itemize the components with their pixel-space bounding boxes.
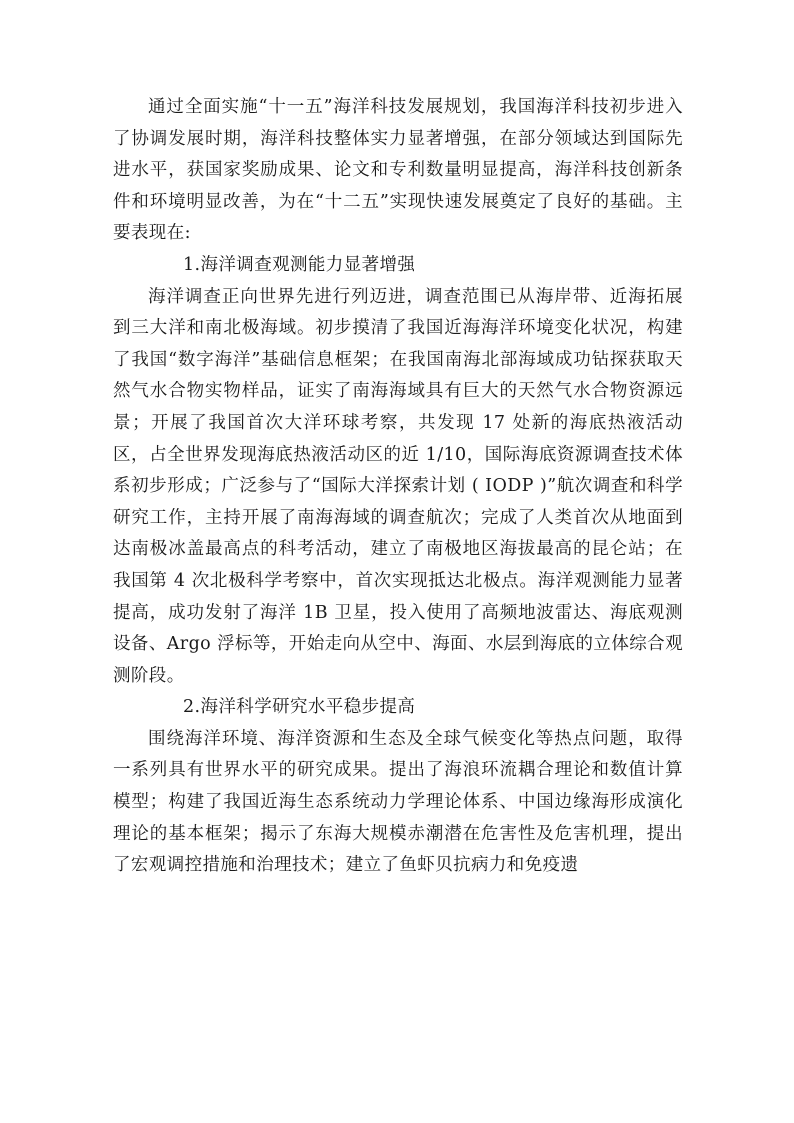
- section-2-number: 2.: [183, 697, 201, 718]
- section-1-paragraph: 海洋调查正向世界先进行列迈进，调查范围已从海岸带、近海拓展到三大洋和南北极海域。初步摸清了我国近海海洋环境变化状况，构建了我国“数字海洋”基础信息框架；在我国南海北部海域成功钻探获取天然气水合物实物样品，证实了南海海域具有巨大的天然气水合物资源远景；开展了我国首次大洋环球考察，共发现 17 处新的海底热液活动区，占全世界发现海底热液活动区的近 1/10，国际海底资源调查技术体系初步形成；广泛参与了“国际大洋探索计划 ( IODP )”航次调查和科学研究工作，主持开展了南海海域的调查航次；完成了人类首次从地面到达南极冰盖最高点的科考活动，建立了南极地区海拔最高的昆仑站；在我国第 4 次北极科学考察中，首次实现抵达北极点。海洋观测能力显著提高，成功发射了海洋 1B 卫星，投入使用了高频地波雷达、海底观测设备、Argo 浮标等，开始走向从空中、海面、水层到海底的立体综合观测阶段。: [113, 286, 683, 686]
- section-1-heading: [113, 250, 683, 282]
- section-1-number: 1.: [183, 254, 201, 275]
- intro-paragraph: 通过全面实施“十一五”海洋科技发展规划，我国海洋科技初步进入了协调发展时期，海洋科技整体实力显著增强，在部分领域达到国际先进水平，获国家奖励成果、论文和专利数量明显提高，海洋科技创新条件和环境明显改善，为在“十二五”实现快速发展奠定了良好的基础。主要表现在:: [113, 97, 683, 244]
- section-2-title: 海洋科学研究水平稳步提高: [200, 697, 416, 718]
- section-1-title: 海洋调查观测能力显著增强: [200, 254, 416, 275]
- document-body: [113, 92, 683, 882]
- section-2-paragraph: 围绕海洋环境、海洋资源和生态及全球气候变化等热点问题，取得一系列具有世界水平的研究成果。提出了海浪环流耦合理论和数值计算模型；构建了我国近海生态系统动力学理论体系、中国边缘海形成演化理论的基本框架；揭示了东海大规模赤潮潜在危害性及危害机理，提出了宏观调控措施和治理技术；建立了鱼虾贝抗病力和免疫遗: [113, 728, 683, 876]
- section-2-heading: [113, 692, 683, 724]
